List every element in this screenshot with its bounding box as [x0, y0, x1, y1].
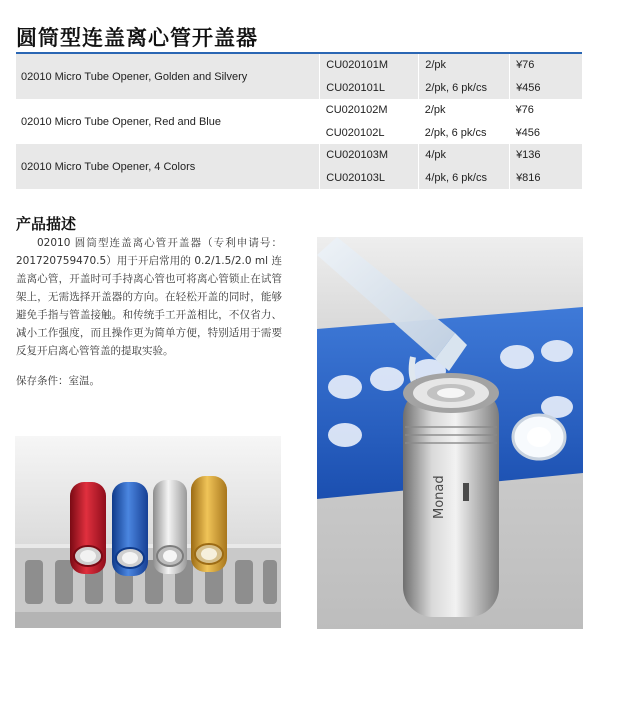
price: ¥76 — [510, 54, 582, 77]
storage-conditions: 保存条件：室温。 — [16, 375, 100, 387]
catalog-number: CU020102L — [325, 126, 385, 139]
product-name: 02010 Micro Tube Opener, Red and Blue — [21, 115, 221, 128]
price: ¥76 — [515, 104, 534, 117]
pack-size: 2/pk, 6 pk/cs — [419, 77, 510, 100]
pack-size: 2/pk, 6 pk/cs — [424, 126, 487, 139]
table-row — [16, 99, 582, 122]
table-row — [16, 54, 582, 77]
section-heading: 产品描述 — [16, 215, 77, 233]
pack-size: 4/pk — [419, 144, 510, 167]
page-title: 圆筒型连盖离心管开盖器 — [16, 26, 258, 50]
catalog-number: CU020103L — [320, 167, 419, 190]
catalog-number: CU020103M — [320, 144, 419, 167]
price: ¥136 — [510, 144, 582, 167]
catalog-number: CU020101M — [320, 54, 419, 77]
pack-size: 2/pk — [424, 104, 446, 117]
catalog-number: CU020102M — [325, 104, 388, 117]
product-description — [16, 234, 282, 360]
price: ¥456 — [515, 126, 541, 139]
product-table — [16, 54, 582, 189]
pack-size: 4/pk, 6 pk/cs — [419, 167, 510, 190]
pack-size: 2/pk — [419, 54, 510, 77]
product-name: 02010 Micro Tube Opener, Golden and Silvery — [16, 54, 320, 99]
price: ¥456 — [510, 77, 582, 100]
catalog-number: CU020101L — [320, 77, 419, 100]
product-name: 02010 Micro Tube Opener, 4 Colors — [16, 144, 320, 189]
description-text: 02010 圆筒型连盖离心管开盖器（专利申请号：201720759470.5）用于开启常用的 0.2/1.5/2.0 ml 连盖离心管，开盖时可手持离心管也可将离心管锁止在试管架上，无需选择开盖器的方向。在轻松开盖的同时，能够避免手指与管盖接触。和传统手工开盖相比，不仅省力、减小工作强度，而且操作更为简单方便，特别适用于需要反复开启离心管管盖的提取实验。 — [16, 237, 282, 357]
table-row — [16, 144, 582, 167]
price: ¥816 — [510, 167, 582, 190]
four-colored-tube-openers-photo-icon — [15, 436, 281, 628]
engraved-brand-text: Monad — [432, 475, 447, 519]
tube-opener-opening-microtube-photo-icon — [317, 237, 583, 629]
